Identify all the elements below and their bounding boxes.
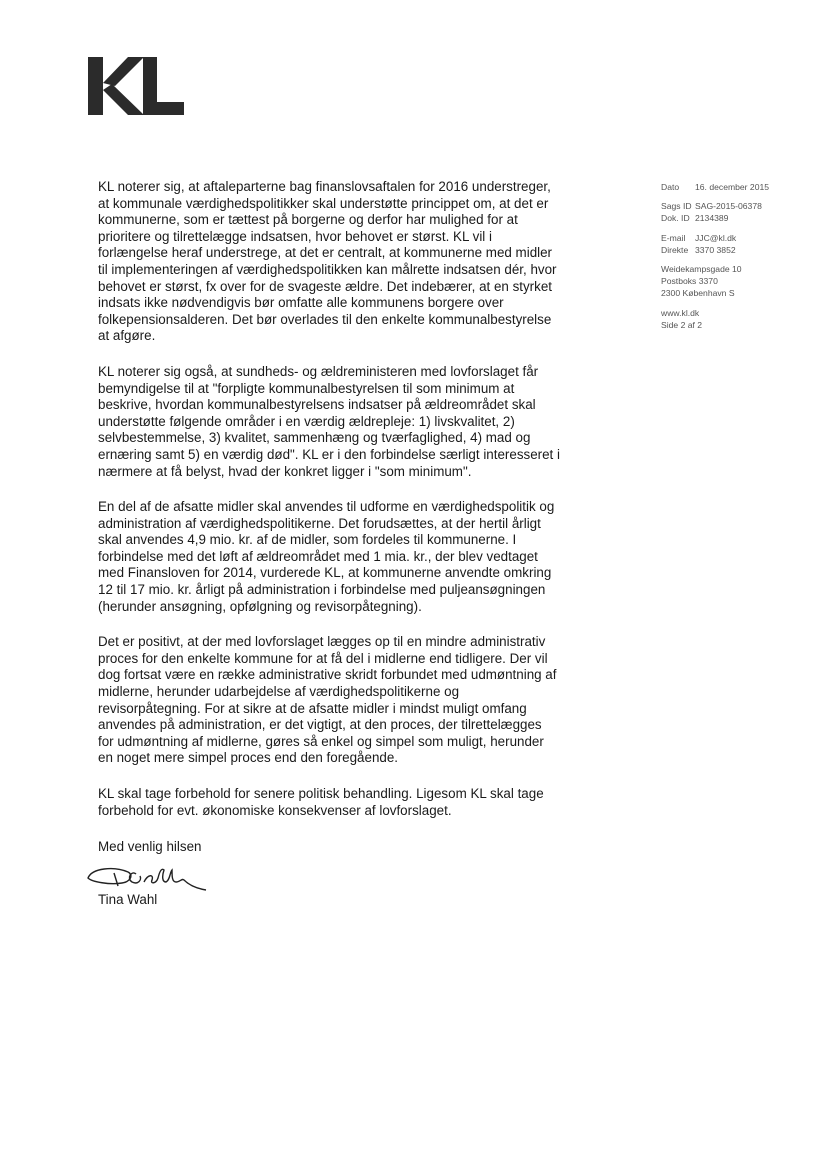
dok-id-row bbox=[661, 212, 811, 224]
sags-id-value: SAG-2015-06378 bbox=[695, 201, 762, 212]
sags-id-label: Sags ID bbox=[661, 201, 692, 212]
address-line-2: Postboks 3370 bbox=[661, 276, 718, 287]
closing-greeting: Med venlig hilsen bbox=[98, 839, 202, 855]
paragraph-4: Det er positivt, at der med lovforslaget lægges op til en mindre administrativ proces for den enkelte kommune for at få del i midlerne end tidligere. Der vil dog fortsat være en række administrative skridt forbundet med udmøntning af midlerne, herunder udarbejdelse af værdighedspolitikerne og revisorpåtegning. For at sikre at de afsatte midler i mindst muligt omfang anvendes på administration, er det vigtigt, at den proces, der tilrettelægges for udmøntning af midlerne, gøres så enkel og simpel som muligt, herunder en noget mere simpel proces end den foregående. bbox=[98, 634, 557, 766]
address-line-3: 2300 København S bbox=[661, 288, 735, 299]
dok-id-value: 2134389 bbox=[695, 213, 729, 224]
paragraph-1: KL noterer sig, at aftaleparterne bag finanslovsaftalen for 2016 understreger, at kommunale værdighedspolitikker skal understøtte princippet om, at det er kommunerne, som er tættest på borgerne og derfor har mulighed for at prioritere og tilrettelægge indsatsen, hvor behovet er størst. KL vil i forlængelse heraf understrege, at det er centralt, at kommunerne med midler til implementeringen af værdighedspolitikken kan målrette indsatsen dér, hvor behovet er størst, fx over for de svageste ældre. Det indebærer, at en styrket indsats ikke nødvendigvis bør omfatte alle kommunens borgere over folkepensionsalderen. Det bør overlades til den enkelte kommunalbestyrelse at afgøre. bbox=[98, 179, 557, 344]
email-label: E-mail bbox=[661, 232, 686, 243]
letter-body bbox=[98, 179, 560, 908]
direkte-label: Direkte bbox=[661, 244, 689, 255]
paragraph-3: En del af de afsatte midler skal anvendes til udforme en værdighedspolitik og administration af værdighedspolitikerne. Det forudsættes, at der hertil årligt skal anvendes 4,9 mio. kr. af de midler, som fordeles til kommunerne. I forbindelse med det løft af ældreområdet med 1 mia. kr., der blev vedtaget med Finansloven for 2014, vurderede KL, at kommunerne anvendte omkring 12 til 17 mio. kr. årligt på administration i forbindelse med puljeansøgningen (herunder ansøgning, opfølgning og revisorpåtegning). bbox=[98, 499, 555, 614]
email-row bbox=[661, 232, 811, 244]
email-value: JJC@kl.dk bbox=[695, 232, 737, 243]
signer-name: Tina Wahl bbox=[98, 891, 158, 907]
date-label: Dato bbox=[661, 182, 680, 192]
date-row bbox=[661, 181, 811, 193]
kl-logo bbox=[88, 57, 184, 115]
page-number: Side 2 af 2 bbox=[661, 319, 703, 330]
direkte-row bbox=[661, 244, 811, 256]
paragraph-5: KL skal tage forbehold for senere politisk behandling. Ligesom KL skal tage forbehold for evt. økonomiske konsekvenser af lovforslaget. bbox=[98, 786, 544, 818]
dok-id-label: Dok. ID bbox=[661, 213, 690, 224]
paragraph-2: KL noterer sig også, at sundheds- og ældreministeren med lovforslaget får bemyndigelse til at "forpligte kommunalbestyrelsen til som minimum at beskrive, hvordan kommunalbestyrelsens indsatser på ældreområdet skal understøtte følgende områder i en værdig ældrepleje: 1) livskvalitet, 2) selvbestemmelse, 3) kvalitet, sammenhæng og tværfaglighed, 4) mad og ernæring samt 5) en værdig død". KL er i den forbindelse særligt interesseret i nærmere at få belyst, hvad der konkret ligger i "som minimum". bbox=[98, 363, 560, 479]
handwritten-signature bbox=[84, 860, 224, 894]
address-line-1: Weidekampsgade 10 bbox=[661, 264, 742, 275]
website: www.kl.dk bbox=[661, 307, 700, 318]
sags-id-row bbox=[661, 200, 811, 212]
date-value: 16. december 2015 bbox=[695, 182, 770, 192]
direkte-value: 3370 3852 bbox=[695, 244, 736, 255]
letter-metadata bbox=[661, 181, 811, 338]
